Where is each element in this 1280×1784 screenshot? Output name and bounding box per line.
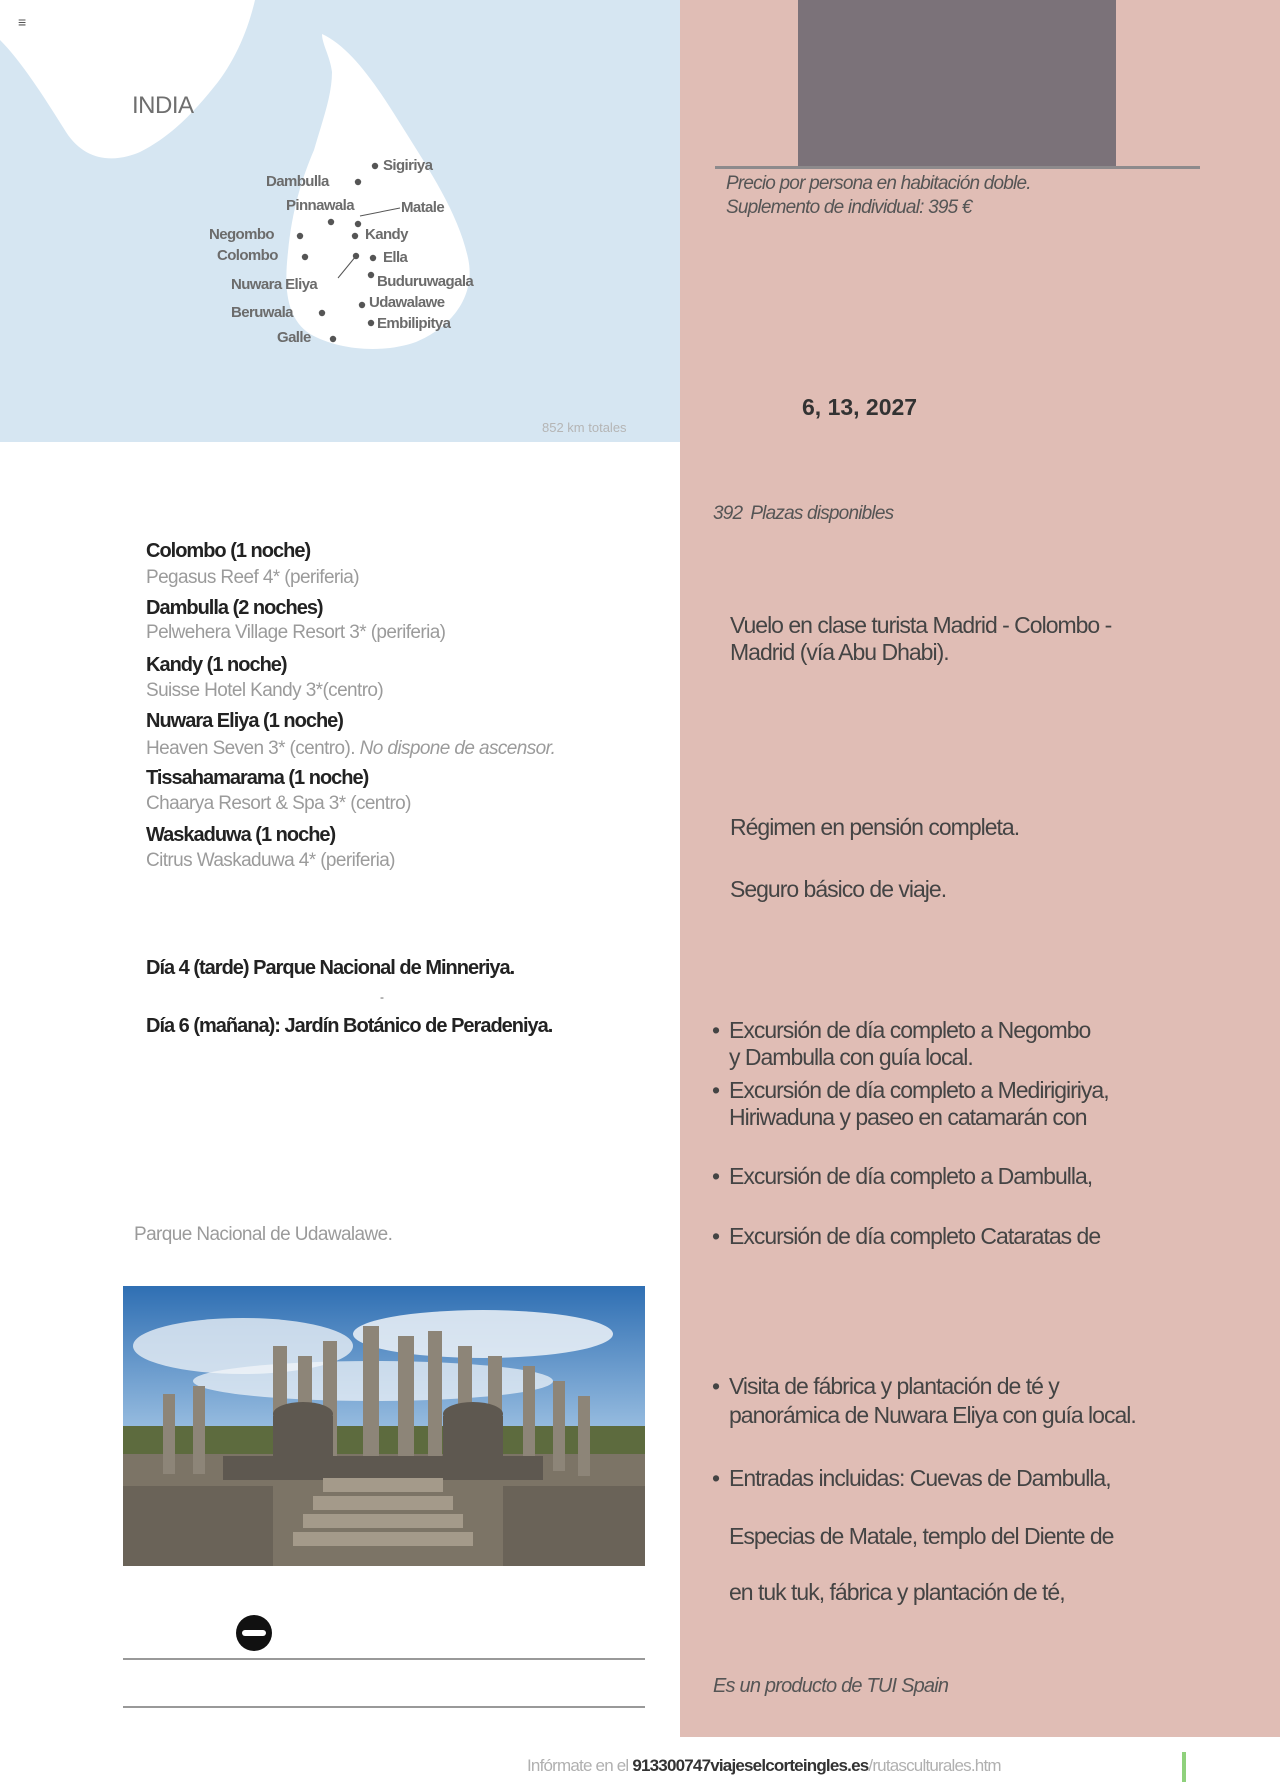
footer-suffix: /rutasculturales.htm <box>868 1756 1001 1775</box>
bullet-line2: y Dambulla con guía local. <box>729 1044 973 1070</box>
india-landmass <box>0 0 255 158</box>
bullet-icon: • <box>712 1373 720 1399</box>
hotel-detail-note: No dispone de ascensor. <box>359 738 556 759</box>
city-label-nuwara-eliya: Nuwara Eliya <box>231 276 318 293</box>
seguro-info: Seguro básico de viaje. <box>730 876 947 902</box>
dot-embilipitya <box>368 320 374 326</box>
included-bullet <box>712 1017 1252 1071</box>
city-label-galle: Galle <box>277 329 311 346</box>
bottom-rule-2 <box>123 1706 645 1708</box>
dot-kandy <box>352 233 358 239</box>
bullet-line1: Excursión de día completo a Negombo <box>729 1017 1091 1043</box>
bullet-line1: Entradas incluidas: Cuevas de Dambulla, <box>729 1465 1111 1491</box>
entradas-continued-2: en tuk tuk, fábrica y plantación de té, <box>729 1579 1065 1605</box>
city-label-pinnawala: Pinnawala <box>286 197 354 214</box>
bullet-icon: • <box>712 1017 720 1043</box>
price-note-line1: Precio por persona en habitación doble. <box>726 173 1031 194</box>
day-separator: - <box>380 990 384 1004</box>
plazas-number: 392 <box>713 503 743 524</box>
included-bullet <box>712 1163 1252 1190</box>
hotel-city: Tissahamarama (1 noche) <box>146 767 369 789</box>
hotel-city: Waskaduwa (1 noche) <box>146 824 336 846</box>
dot-sigiriya <box>372 163 378 169</box>
dot-beruwala <box>319 310 325 316</box>
bullet-line1: Excursión de día completo a Dambulla, <box>729 1163 1093 1189</box>
hotel-city: Nuwara Eliya (1 noche) <box>146 710 343 732</box>
bullet-icon: • <box>712 1465 720 1491</box>
included-bullet <box>712 1077 1252 1131</box>
city-label-udawalawe: Udawalawe <box>369 294 445 311</box>
hotel-detail: Chaarya Resort & Spa 3* (centro) <box>146 793 411 814</box>
plazas-label: Plazas disponibles <box>750 503 894 524</box>
dot-buduruwagala <box>368 272 374 278</box>
flight-line1: Vuelo en clase turista Madrid - Colombo - <box>730 612 1112 638</box>
city-label-sigiriya: Sigiriya <box>383 157 433 174</box>
map-scale: 852 km totales <box>542 420 627 435</box>
plazas-available <box>713 503 893 525</box>
city-label-colombo: Colombo <box>217 247 278 264</box>
city-label-buduruwagala: Buduruwagala <box>377 273 474 290</box>
footer-info <box>527 1756 1001 1776</box>
dot-colombo <box>302 254 308 260</box>
brand-logo-icon <box>236 1615 272 1651</box>
hotel-detail: Suisse Hotel Kandy 3*(centro) <box>146 680 384 701</box>
hotel-detail: Citrus Waskaduwa 4* (periferia) <box>146 850 395 871</box>
map-graphic <box>0 0 680 442</box>
hotel-detail: Pelwehera Village Resort 3* (periferia) <box>146 622 446 643</box>
right-column <box>680 0 1280 1737</box>
price-divider <box>715 166 1200 169</box>
bullet-line2: panorámica de Nuwara Eliya con guía local. <box>729 1402 1136 1428</box>
bullet-line1: Excursión de día completo a Medirigiriya, <box>729 1077 1109 1103</box>
hotel-city: Kandy (1 noche) <box>146 654 287 676</box>
included-bullet <box>712 1465 1252 1492</box>
bullet-line1: Excursión de día completo Cataratas de <box>729 1223 1101 1249</box>
bullet-icon: • <box>712 1163 720 1189</box>
hotel-city: Colombo (1 noche) <box>146 540 311 562</box>
included-bullet <box>712 1223 1252 1250</box>
hotel-detail-name: Heaven Seven 3* (centro). <box>146 738 355 759</box>
dot-galle <box>330 336 336 342</box>
hotel-city: Dambulla (2 noches) <box>146 597 323 619</box>
logo-bar <box>242 1630 266 1636</box>
flight-info <box>730 612 1111 666</box>
included-bullet <box>712 1373 1252 1429</box>
dot-nuwara-eliya <box>353 253 359 259</box>
bullet-icon: • <box>712 1223 720 1249</box>
photo-caption: Parque Nacional de Udawalawe. <box>134 1224 393 1245</box>
tui-product-note: Es un producto de TUI Spain <box>713 1675 949 1697</box>
city-label-embilipitya: Embilipitya <box>377 315 451 332</box>
dot-dambulla <box>355 179 361 185</box>
footer-prefix: Infórmate en el <box>527 1756 633 1775</box>
hotel-detail: Pegasus Reef 4* (periferia) <box>146 567 359 588</box>
dot-udawalawe <box>359 302 365 308</box>
flight-line2: Madrid (vía Abu Dhabi). <box>730 639 949 665</box>
departure-dates: 6, 13, 2027 <box>802 394 918 420</box>
dot-matale <box>355 221 361 227</box>
hotel-detail <box>146 738 555 760</box>
city-label-negombo: Negombo <box>209 226 274 243</box>
green-accent-bar <box>1182 1752 1186 1782</box>
footer-link[interactable]: 913300747viajeselcorteingles.es <box>632 1756 869 1775</box>
bottom-rule-1 <box>123 1658 645 1660</box>
bullet-icon: • <box>712 1077 720 1103</box>
city-label-beruwala: Beruwala <box>231 304 293 321</box>
city-label-ella: Ella <box>383 249 408 266</box>
city-label-dambulla: Dambulla <box>266 173 329 190</box>
day6-activity: Día 6 (mañana): Jardín Botánico de Peradeniya. <box>146 1015 553 1037</box>
ruins-illustration <box>123 1286 645 1566</box>
city-label-matale: Matale <box>401 199 445 216</box>
bullet-line2: Hiriwaduna y paseo en catamarán con <box>729 1104 1087 1130</box>
dot-pinnawala <box>328 219 334 225</box>
day4-activity: Día 4 (tarde) Parque Nacional de Minneriya. <box>146 957 515 979</box>
dot-ella <box>370 255 376 261</box>
menu-icon: ≡ <box>18 14 27 30</box>
city-label-kandy: Kandy <box>365 226 408 243</box>
india-label: INDIA <box>132 92 194 119</box>
regimen-info: Régimen en pensión completa. <box>730 814 1020 840</box>
ruins-photo <box>123 1286 645 1566</box>
dot-negombo <box>297 233 303 239</box>
gray-header-block <box>798 0 1116 168</box>
entradas-continued-1: Especias de Matale, templo del Diente de <box>729 1523 1114 1549</box>
bullet-line1: Visita de fábrica y plantación de té y <box>729 1373 1059 1399</box>
price-note-line2: Suplemento de individual: 395 € <box>726 197 972 218</box>
price-note <box>726 172 1031 220</box>
route-map <box>0 0 680 442</box>
